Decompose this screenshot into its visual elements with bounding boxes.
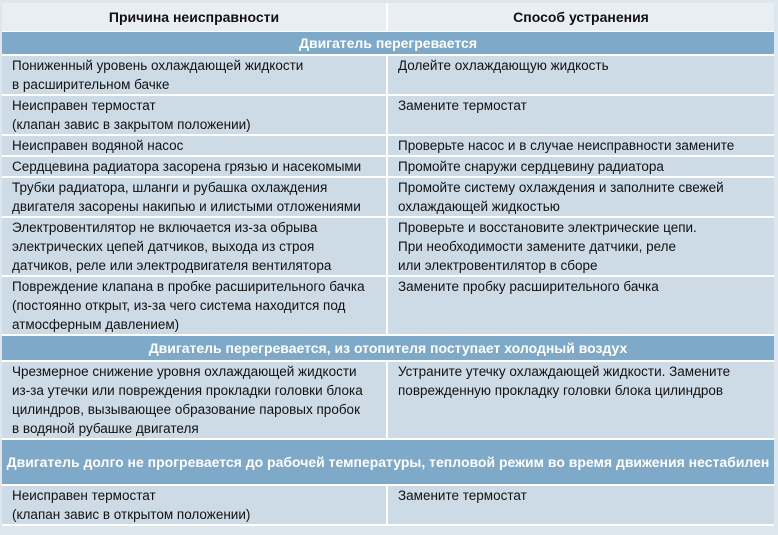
remedy-cell: Промойте снаружи сердцевину радиатора [388,157,774,178]
remedy-cell: Замените пробку расширительного бачка [388,277,774,336]
cause-cell: Трубки радиатора, шланги и рубашка охлаждения двигателя засорены накипью и илистыми отложениями [2,178,388,218]
cause-cell: Неисправен водяной насос [2,136,388,157]
section-title: Двигатель перегревается [2,32,774,56]
remedy-cell: Замените термостат [388,486,774,526]
column-header-cause: Причина неисправности [2,3,388,32]
cause-cell: Электровентилятор не включается из-за обрыва электрических цепей датчиков, выхода из строя датчиков, реле или электродвигателя вентилятора [2,218,388,277]
column-header-remedy: Способ устранения [388,3,774,32]
cause-cell: Сердцевина радиатора засорена грязью и насекомыми [2,157,388,178]
troubleshooting-table [2,3,774,526]
section-title: Двигатель перегревается, из отопителя поступает холодный воздух [2,336,774,362]
cause-cell: Неисправен термостат (клапан завис в открытом положении) [2,486,388,526]
remedy-cell: Промойте систему охлаждения и заполните свежей охлаждающей жидкостью [388,178,774,218]
remedy-cell: Устраните утечку охлаждающей жидкости. Замените поврежденную прокладку головки блока цилиндров [388,362,774,440]
cause-cell: Пониженный уровень охлаждающей жидкости в расширительном бачке [2,56,388,96]
remedy-cell: Долейте охлаждающую жидкость [388,56,774,96]
section-title: Двигатель долго не прогревается до рабочей температуры, тепловой режим во время движения нестабилен [2,440,774,486]
remedy-cell: Замените термостат [388,96,774,136]
remedy-cell: Проверьте и восстановите электрические цепи. При необходимости замените датчики, реле или электровентилятор в сборе [388,218,774,277]
cause-cell: Чрезмерное снижение уровня охлаждающей жидкости из-за утечки или повреждения прокладки головки блока цилиндров, вызывающее образование паровых пробок в водяной рубашке двигателя [2,362,388,440]
cause-cell: Повреждение клапана в пробке расширительного бачка (постоянно открыт, из-за чего система находится под атмосферным давлением) [2,277,388,336]
cause-cell: Неисправен термостат (клапан завис в закрытом положении) [2,96,388,136]
remedy-cell: Проверьте насос и в случае неисправности замените [388,136,774,157]
